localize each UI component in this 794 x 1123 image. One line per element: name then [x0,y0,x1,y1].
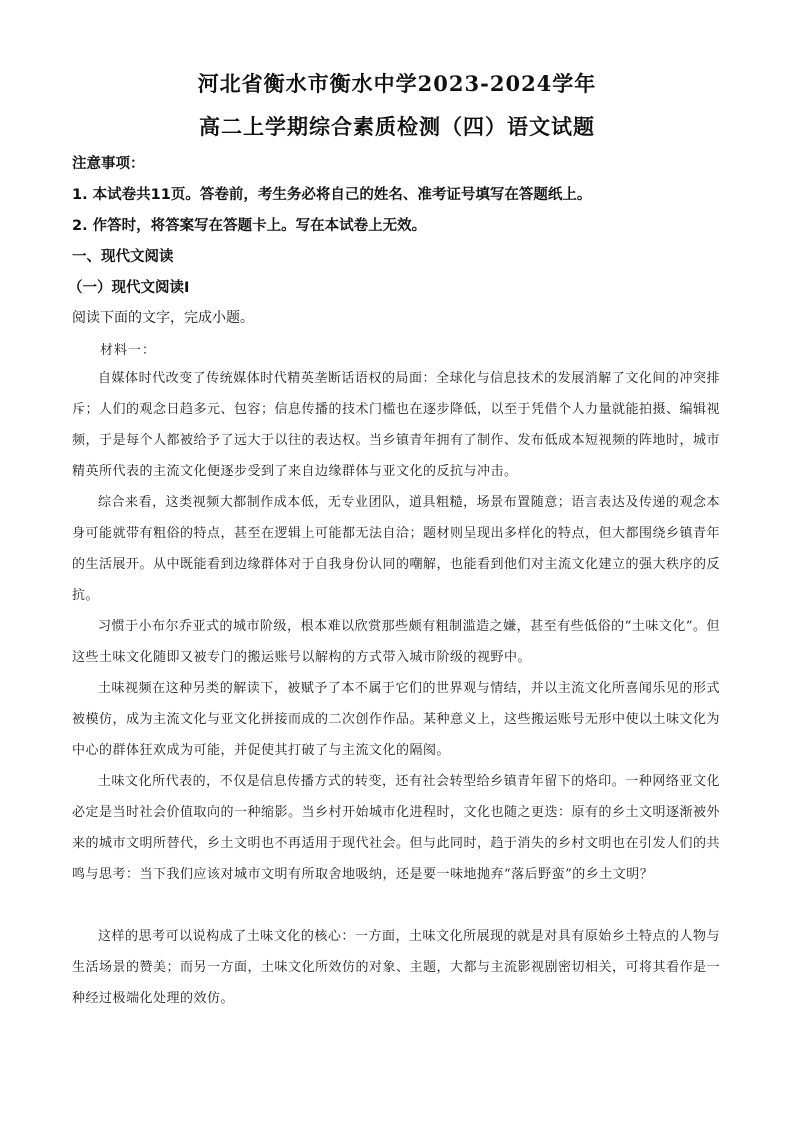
material-label: 材料一： [100,343,157,358]
section-heading: 一、现代文阅读 [72,249,174,265]
paragraph-1: 自媒体时代改变了传统媒体时代精英垄断话语权的局面：全球化与信息技术的发展消解了文化间的冲突排斥；人们的观念日趋多元、包容；信息传播的技术门槛也在逐步降低，以至于凭借个人力量就能拍摄、编辑视频，于是每个人都被给予了远大于以往的表达权。当乡镇青年拥有了制作、发布低成本短视频的阵地时，城市精英所代表的主流文化便逐步受到了来自边缘群体与亚文化的反抗与冲击。 [72,371,721,479]
paragraph-3: 习惯于小布尔乔亚式的城市阶级，根本难以欣赏那些颇有粗制滥造之嫌，甚至有些低俗的“土味文化”。但这些土味文化随即又被专门的搬运账号以解构的方式带入城市阶级的视野中。 [72,619,720,665]
notice-item-1: 1. 本试卷共11页。答卷前，考生务必将自己的姓名、准考证号填写在答题纸上。 [72,187,592,203]
title-line-1: 河北省衡水市衡水中学2023-2024学年 [197,71,597,96]
sub-section-heading: （一）现代文阅读Ⅰ [68,280,190,296]
notice-item-2: 2. 作答时，将答案写在答题卡上。写在本试卷上无效。 [72,218,427,234]
paragraph-2: 综合来看，这类视频大都制作成本低，无专业团队，道具粗糙，场景布置随意；语言表达及传递的观念本身可能就带有粗俗的特点，甚至在逻辑上可能都无法自洽；题材则呈现出多样化的特点，但大都围绕乡镇青年的生活展开。从中既能看到边缘群体对于自我身份认同的嘲解，也能看到他们对主流文化建立的强大秩序的反抗。 [72,495,721,603]
paragraph-5: 土味文化所代表的，不仅是信息传播方式的转变，还有社会转型给乡镇青年留下的烙印。一种网络亚文化必定是当时社会价值取向的一种缩影。当乡村开始城市化进程时，文化也随之更迭：原有的乡土文明逐渐被外来的城市文明所替代，乡土文明也不再适用于现代社会。但与此同时，趋于消失的乡村文明也在引发人们的共鸣与思考：当下我们应该对城市文明有所取舍地吸纳，还是要一味地抛弃“落后野蛮”的乡土文明？ [72,774,721,882]
title-line-2: 高二上学期综合素质检测（四）语文试题 [199,114,595,139]
reading-instruction: 阅读下面的文字，完成小题。 [72,310,254,326]
paragraph-6: 这样的思考可以说构成了土味文化的核心：一方面，土味文化所展现的就是对具有原始乡土特点的人物与生活场景的赞美；而另一方面，土味文化所效仿的对象、主题，大都与主流影视剧密切相关，可将其看作是一种经过极端化处理的效仿。 [72,929,721,1006]
notice-heading: 注意事项： [72,156,145,172]
paragraph-4: 土味视频在这种另类的解读下，被赋予了本不属于它们的世界观与情结，并以主流文化所喜闻乐见的形式被模仿，成为主流文化与亚文化拼接而成的二次创作作品。某种意义上，这些搬运账号无形中使以土味文化为中心的群体狂欢成为可能，并促使其打破了与主流文化的隔阂。 [72,681,721,758]
